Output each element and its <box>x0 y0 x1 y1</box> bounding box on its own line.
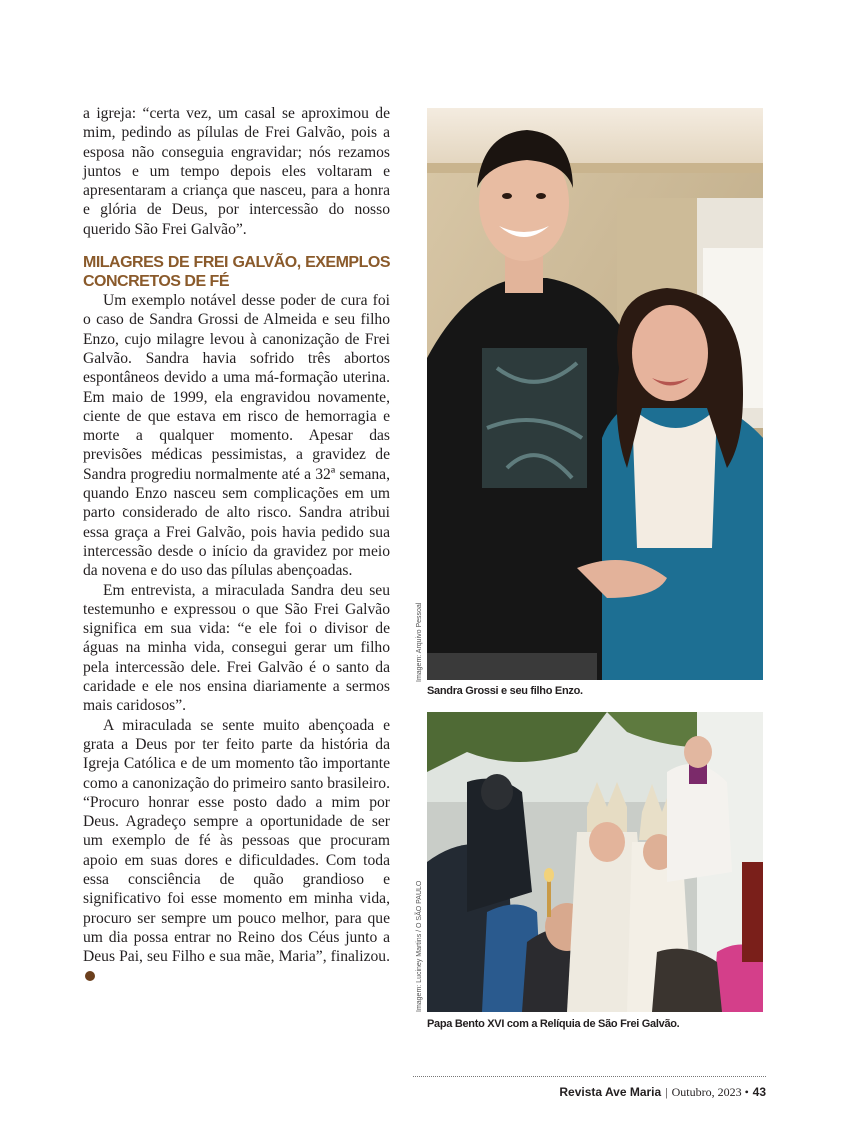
magazine-name: Revista Ave Maria <box>559 1085 662 1099</box>
article-paragraph-final <box>83 716 390 986</box>
photo-credit: Imagem: Arquivo Pessoal <box>416 602 423 682</box>
footer-divider <box>413 1076 766 1077</box>
footer-separator: | <box>665 1085 668 1099</box>
photo-credit: Imagem: Luciney Martins / O SÃO PAULO <box>416 880 423 1012</box>
page-footer <box>559 1085 766 1100</box>
page-number: 43 <box>752 1085 766 1099</box>
article-paragraph: a igreja: “certa vez, um casal se aproximou de mim, pedindo as pílulas de Frei Galvão, pois a esposa não conseguia engravidar; nós rezamos juntos e um tempo depois eles voltaram e apresentaram a criança que nasceu, para a honra e glória de Deus, por intercessão do nosso querido São Frei Galvão”. <box>83 105 390 238</box>
article-paragraph: Um exemplo notável desse poder de cura foi o caso de Sandra Grossi de Almeida e seu filho Enzo, cujo milagre levou à canonização de Frei Galvão. Sandra havia sofrido três abortos espontâneos devido a uma má-formação uterina. Em maio de 1999, ela engravidou novamente, ciente de que estava em risco de hemorragia e morte a qualquer momento. Apesar das previsões médicas pessimistas, a gravidez de Sandra progrediu normalmente até a 32ª semana, quando Enzo nasceu sem complicações em um parto considerado de alto risco. Sandra atribui essa graça a Frei Galvão, pois havia pedido sua intercessão desde o início da gravidez por meio da novena e do uso das pílulas abençoadas. <box>83 292 390 580</box>
article-paragraph-text: A miraculada se sente muito abençoada e grata a Deus por ter feito parte da história da Igreja Católica e de um momento tão importante como a canonização do primeiro santo brasileiro. “Procuro honrar esse posto dado a mim por Deus. Agradeço sempre a oportunidade de ser um exemplo de fé às pessoas que procuram apoio em suas dores e dificuldades. Com toda essa consciência de quão grandioso e significativo foi esse momento em minha vida, procuro ser sempre um pouco melhor, para que um dia possa entrar no Reino dos Céus junto a Deus Pai, seu Filho e sua mãe, Maria”, finalizou. <box>83 716 390 966</box>
photo-caption: Sandra Grossi e seu filho Enzo. <box>427 685 583 697</box>
end-of-article-mark <box>85 971 95 981</box>
photo-pope-ceremony <box>427 712 763 1012</box>
section-heading: MILAGRES DE FREI GALVÃO, EXEMPLOS CONCRETOS DE FÉ <box>83 254 390 291</box>
article-paragraph: Em entrevista, a miraculada Sandra deu seu testemunho e expressou o que São Frei Galvão significa em sua vida: “e ele foi o divisor de águas na minha vida, consegui gerar um filho pela intercessão dele. Frei Galvão é o santo da caridade e ele nos ensina diariamente a sermos mais caridosos”. <box>83 581 390 715</box>
article-column <box>83 104 390 986</box>
photo-sandra-and-enzo <box>427 108 763 680</box>
photo-caption: Papa Bento XVI com a Relíquia de São Frei Galvão. <box>427 1018 680 1030</box>
issue-date: Outubro, 2023 • <box>671 1085 749 1099</box>
